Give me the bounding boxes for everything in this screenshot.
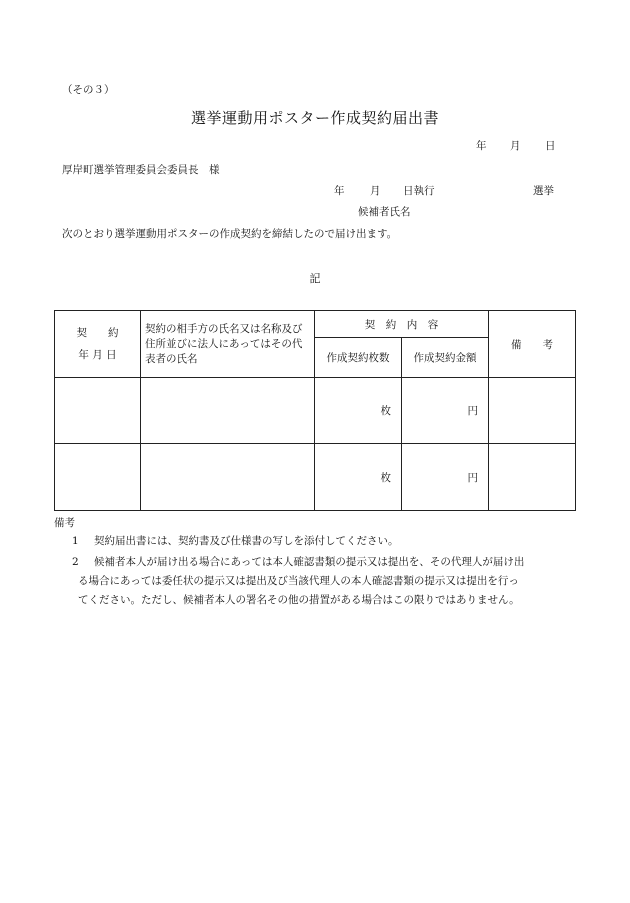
cell-count-unit: 枚 [315,378,402,444]
header-contract-date-line1: 契 約 [76,327,119,339]
header-contract-date-line2: 年 月 日 [78,349,117,361]
header-contract-party-text: 契約の相手方の氏名又は名称及び住所並びに法人にあってはその代表者の氏名 [145,322,303,365]
remark-item-2-number: 2 [72,556,79,568]
date-year-label: 年 [476,140,487,152]
candidate-name-label: 候補者氏名 [358,206,411,218]
statement: 次のとおり選挙運動用ポスターの作成契約を締結したので届け出ます。 [62,228,398,240]
election-month-label: 月 [370,185,381,197]
header-contract-content: 契 約 内 容 [315,311,489,338]
cell-remarks [489,378,576,444]
cell-contract-party [141,378,315,444]
cell-remarks [489,444,576,511]
addressee: 厚岸町選挙管理委員会委員長 様 [62,164,220,176]
contract-table [54,310,576,511]
form-label: （その３） [62,84,115,96]
cell-count-unit: 枚 [315,444,402,511]
remark-item-2-line3: てください。ただし、候補者本人の署名その他の措置がある場合はこの限りではありません。 [78,594,520,606]
date-month-label: 月 [510,140,521,152]
election-label: 選挙 [533,185,554,197]
cell-contract-date [55,378,141,444]
cell-contract-date [55,444,141,511]
table-row [55,444,576,511]
remark-item-1 [72,533,399,548]
header-contract-amount: 作成契約金額 [402,338,489,378]
remark-item-2-line1: 候補者本人が届け出る場合にあっては本人確認書類の提示又は提出を、その代理人が届け出 [94,556,525,568]
document-title: 選挙運動用ポスター作成契約届出書 [190,109,439,127]
date-day-label: 日 [545,140,556,152]
header-remarks: 備 考 [489,311,576,378]
header-contract-count: 作成契約枚数 [315,338,402,378]
cell-contract-party [141,444,315,511]
cell-amount-unit: 円 [402,444,489,511]
remark-item-2 [72,554,524,569]
ki-marker: 記 [309,272,321,285]
remark-item-1-text: 契約届出書には、契約書及び仕様書の写しを添付してください。 [94,535,399,547]
header-contract-party [141,311,315,378]
remark-item-2-line2: る場合にあっては委任状の提示又は提出及び当該代理人の本人確認書類の提示又は提出を行っ [78,575,519,587]
election-day-exec-label: 日執行 [403,185,435,197]
remarks-heading: 備考 [54,517,75,529]
cell-amount-unit: 円 [402,378,489,444]
election-year-label: 年 [334,185,345,197]
table-row [55,378,576,444]
header-contract-date [55,311,141,378]
remark-item-1-number: 1 [72,535,79,547]
